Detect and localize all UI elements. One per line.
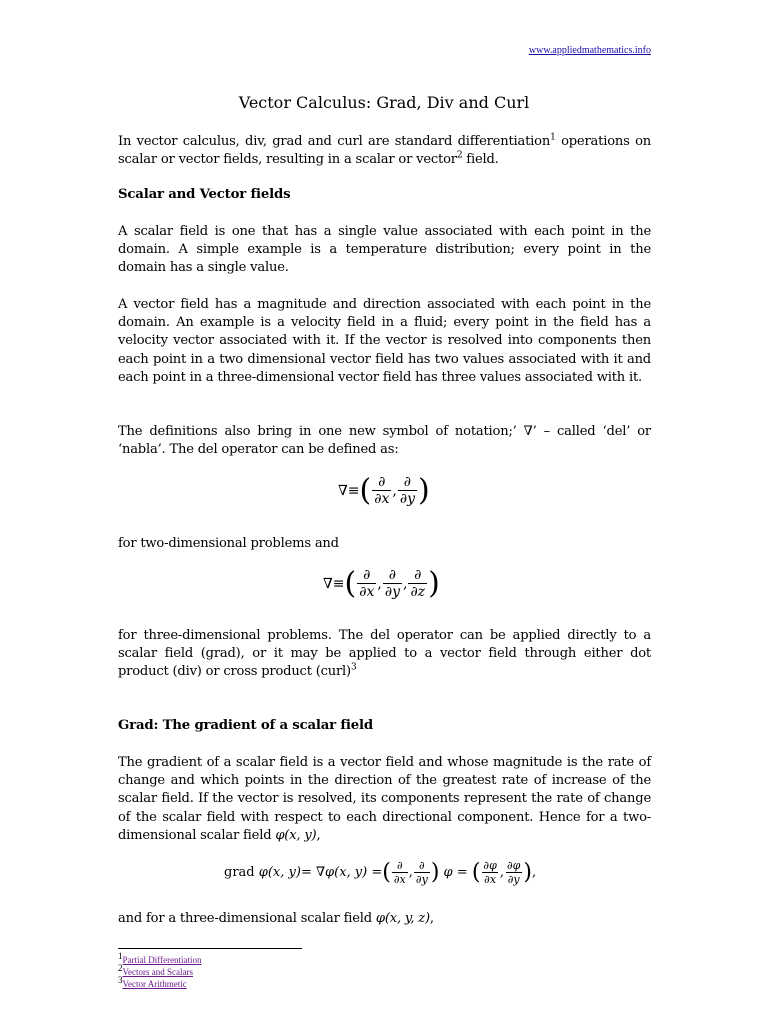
footnote-link-vector-arithmetic[interactable]: Vector Arithmetic bbox=[122, 979, 187, 989]
footnote-3: $^3$Vector Arithmetic bbox=[118, 975, 187, 989]
page-title: Vector Calculus: Grad, Div and Curl bbox=[238, 93, 530, 112]
scalar-field-paragraph: A scalar field is one that has a single value associated with each point in the domain. A simple example is a temperature distribution; every point in the domain has a single value. bbox=[118, 224, 651, 276]
section-heading-scalar-vector: Scalar and Vector fields bbox=[118, 187, 291, 202]
footnote-1: $^1$Partial Differentiation bbox=[118, 951, 202, 965]
footnote-ref-3[interactable]: 3 bbox=[350, 663, 357, 674]
footnote-2: $^2$Vectors and Scalars bbox=[118, 963, 193, 977]
intro-paragraph: In vector calculus, div, grad and curl are standard differentiation$^1$ operations on scalar or vector fields, resulting in a scalar or vector$^2$ field. bbox=[118, 132, 651, 168]
three-dimensional-paragraph: for three-dimensional problems. The del operator can be applied directly to a scalar field (grad), or it may be applied to a vector field through either dot product (div) or cross product (curl)$^3$ bbox=[118, 628, 651, 680]
footnote-link-vectors-scalars[interactable]: Vectors and Scalars bbox=[122, 967, 193, 977]
section-heading-grad: Grad: The gradient of a scalar field bbox=[118, 718, 373, 733]
footnote-ref-1[interactable]: 1 bbox=[550, 132, 556, 143]
footnote-divider bbox=[118, 948, 302, 949]
footnote-link-partial-differentiation[interactable]: Partial Differentiation bbox=[122, 955, 202, 965]
two-dimensional-text: for two-dimensional problems and bbox=[118, 536, 339, 551]
gradient-paragraph: The gradient of a scalar field is a vector field and whose magnitude is the rate of change and which points in the direction of the greatest rate of increase of the scalar field. If the vector is resolved, its components represent the rate of change of the scalar field with respect to each directional component. Hence for a two-dimensional scalar field φ(x, y), bbox=[118, 755, 651, 843]
footnote-ref-2[interactable]: 2 bbox=[456, 150, 463, 161]
three-dim-scalar-text: and for a three-dimensional scalar field φ(x, y, z), bbox=[118, 911, 434, 926]
document-page: www.appliedmathematics.info Vector Calculus: Grad, Div and Curl In vector calculus, div, grad and curl are standard differentiation$^1$ operations on scalar or vector fields, resulting in a scalar or vector$^2$ field. Scalar and Vector fields A scalar field is one that has a single value associated with each point in the domain. A simple example is a temperature distribution; every point in the domain has a single value. A vector field has a magnitude and direction associated with each point in the domain. An example is a velocity field in a fluid; every point in the field has a velocity vector associated with it. If the vector is resolved into components then each point in a two dimensional vector field has two values associated with it and each point in a three-dimensional vector field has three values associated with it. The definitions also bring in one new symbol of notation;’ ∇’ – called ‘del’ or ‘nabla’. The del operator can be defined as: ∇≡ ( $\frac{\partial}{\partial x}$ , $\frac{\partial}{\partial y}$ ) for two-dimensional problems and ∇≡ ( $\frac{\partial}{\partial x}$ , $\frac{\partial}{\partial y}$ , $\frac{\partial}{\partial z}$ ) for three-dimensional problems. The del operator can be applied directly to a scalar field (grad), or it may be applied to a vector field through either dot product (div) or cross product (curl)$^3$ Grad: The gradient of a scalar field The gradient of a scalar field is a vector field and whose magnitude is the rate of change and which points in the direction of the greatest rate of increase of the scalar field. If the vector is resolved, its components represent the rate of change of the scalar field with respect to each directional component. Hence for a two-dimensional scalar field φ(x, y), grad φ(x, y) = ∇φ(x, y) = ( $\frac{\partial}{\partial x}$ , $\frac{\partial}{\partial y}$ ) φ = ( $\frac{\partial\varphi}{\partial x}$ , $\frac{\partial\varphi}{\partial y}$ ) , and for a three-dimensional scalar field φ(x, y, z), $^1$Partial Differentiation $^2$Vectors and Scalars $^3$Vector Arithmetic bbox=[0, 0, 768, 1024]
del-notation-paragraph: The definitions also bring in one new symbol of notation;’ ∇’ – called ‘del’ or ‘nabla’. The del operator can be defined as: bbox=[118, 424, 651, 458]
header-website-link[interactable]: www.appliedmathematics.info bbox=[528, 45, 651, 56]
vector-field-paragraph: A vector field has a magnitude and direction associated with each point in the domain. An example is a velocity field in a fluid; every point in the field has a velocity vector associated with it. If the vector is resolved into components then each point in a two dimensional vector field has two values associated with it and each point in a three-dimensional vector field has three values associated with it. bbox=[118, 297, 651, 385]
